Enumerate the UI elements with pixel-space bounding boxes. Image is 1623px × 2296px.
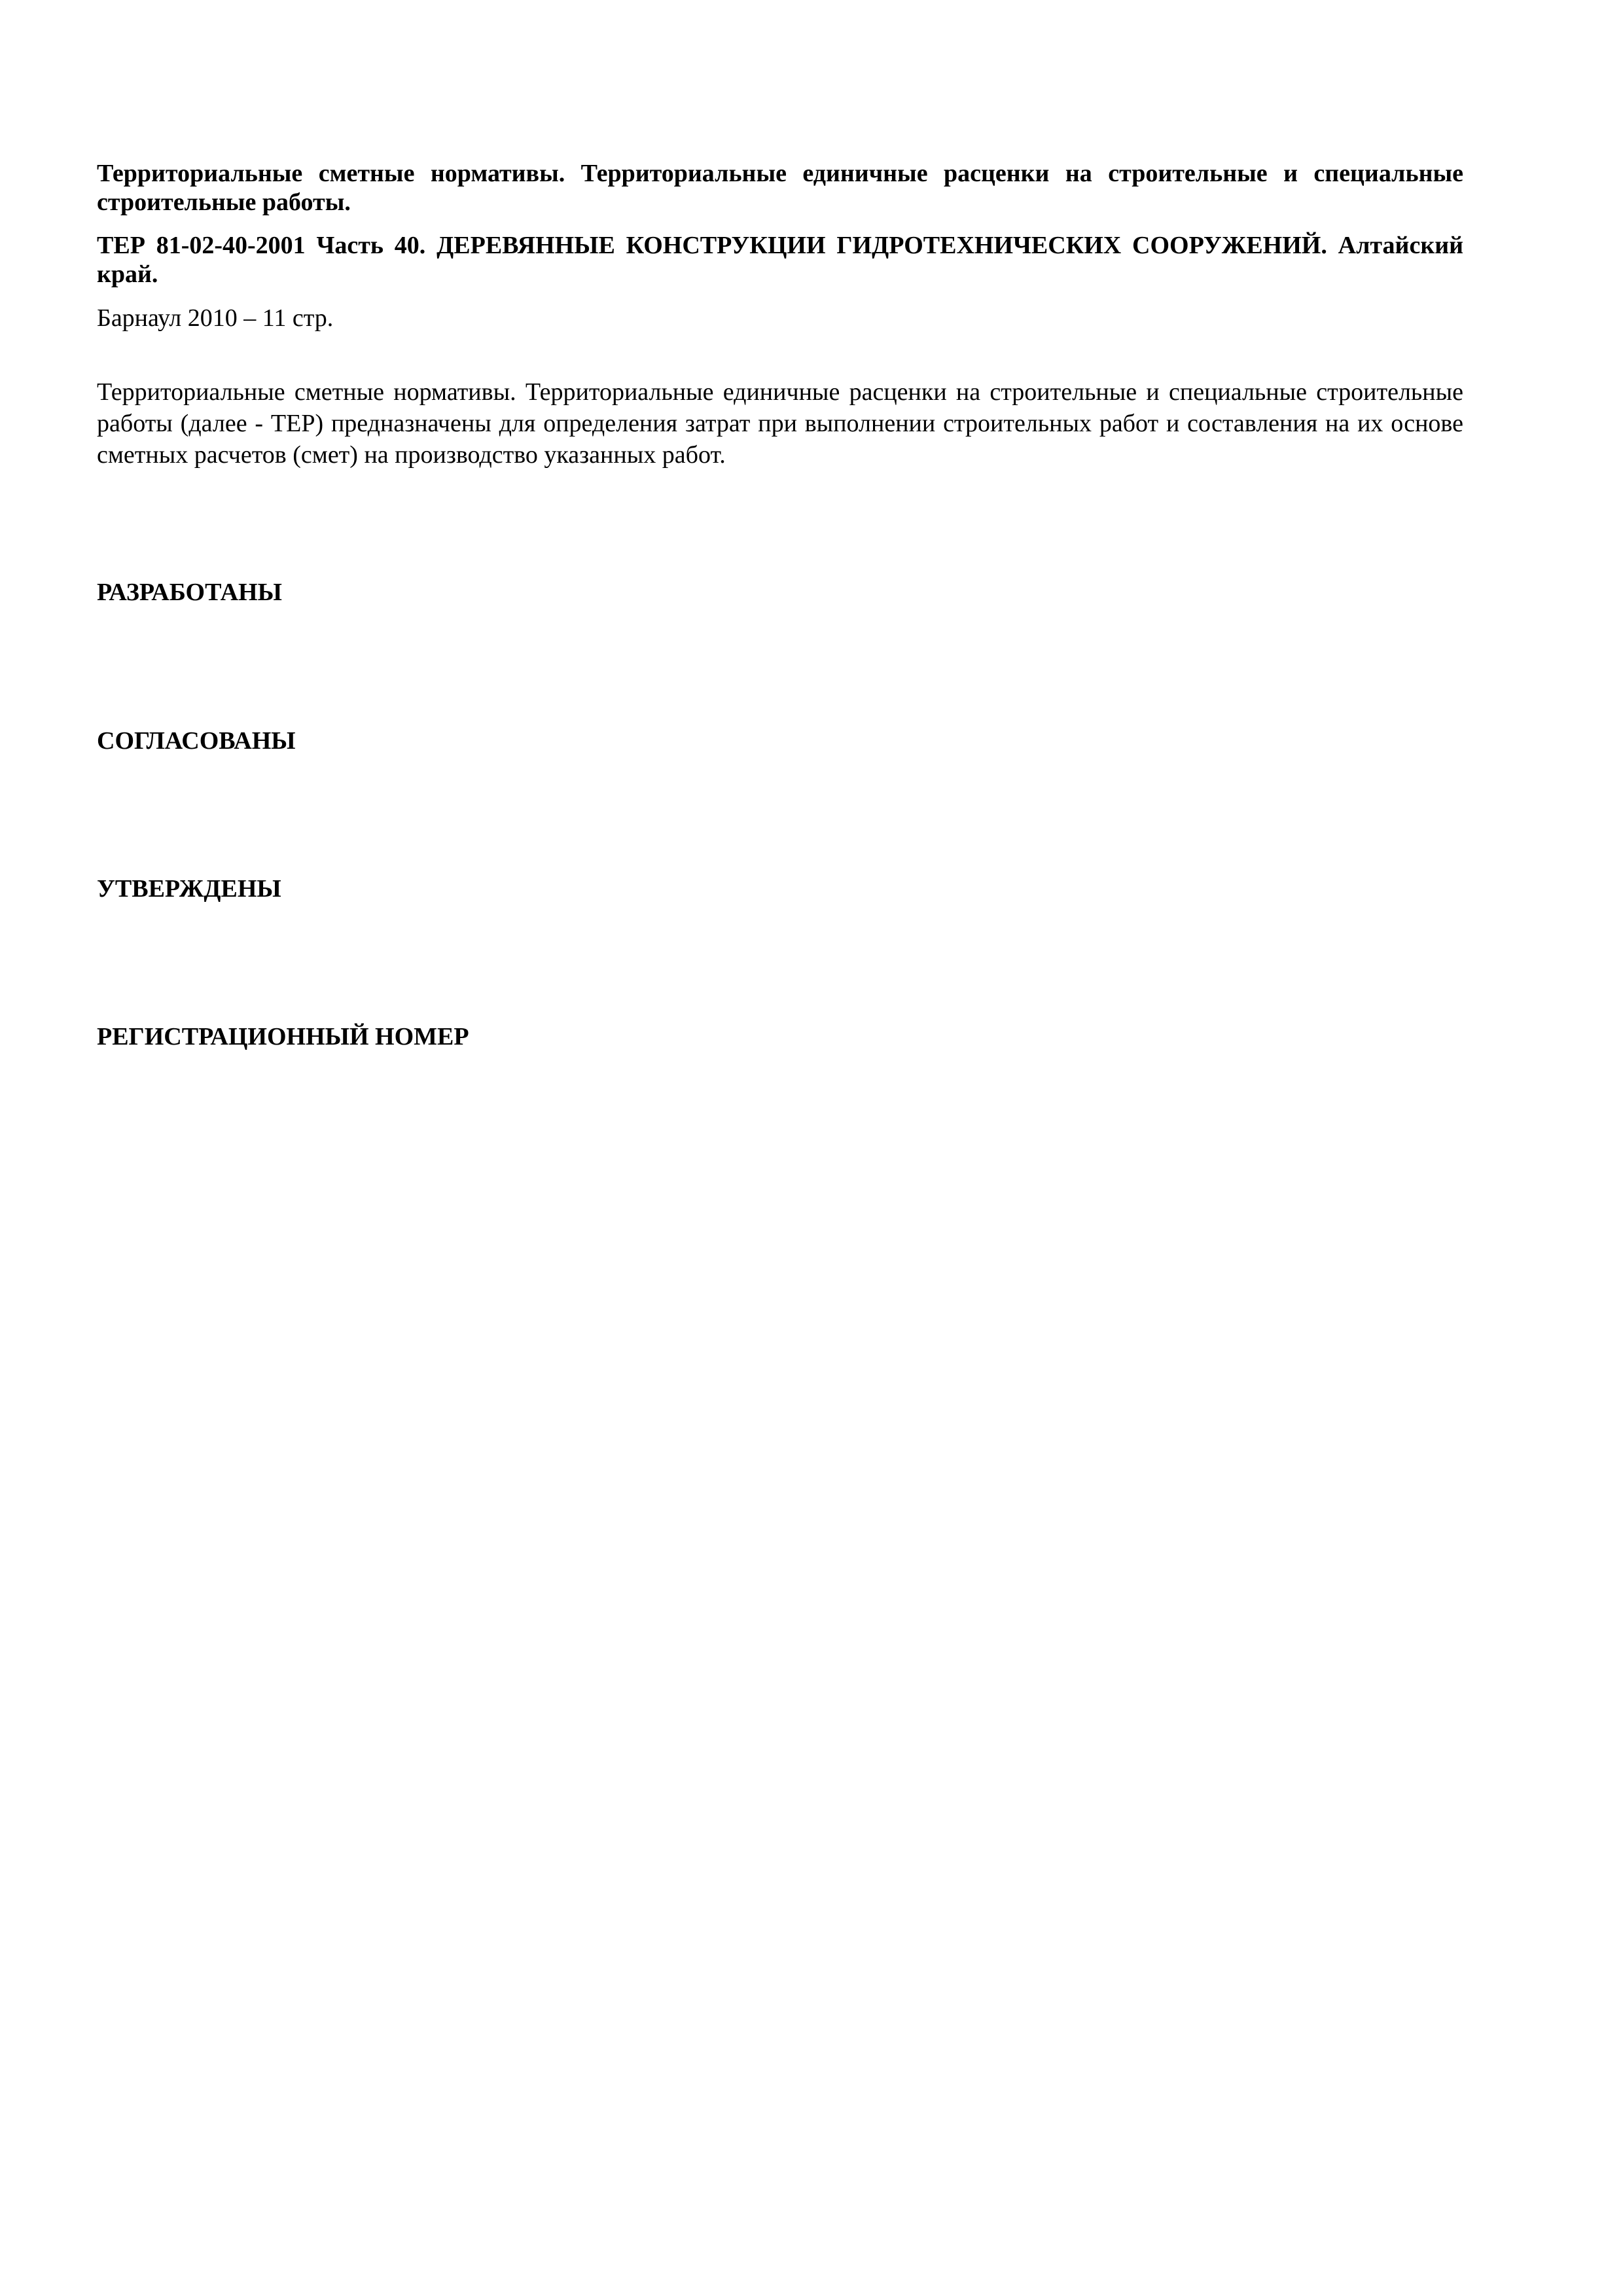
heading-developed: РАЗРАБОТАНЫ xyxy=(97,579,282,606)
heading-approved: УТВЕРЖДЕНЫ xyxy=(97,875,281,903)
publication-info: Барнаул 2010 – 11 стр. xyxy=(97,304,334,332)
document-abstract: Территориальные сметные нормативы. Территориальные единичные расценки на строительные и специальные строительные работы (далее - ТЕР) предназначены для определения затрат при выполнении строительных работ и составления на их основе сметных расчетов (смет) на производство указанных работ. xyxy=(97,378,1463,469)
document-code-title: ТЕР 81-02-40-2001 Часть 40. ДЕРЕВЯННЫЕ КОНСТРУКЦИИ ГИДРОТЕХНИЧЕСКИХ СООРУЖЕНИЙ. Алтайский край. xyxy=(97,232,1463,288)
heading-agreed: СОГЛАСОВАНЫ xyxy=(97,727,296,755)
document-title: Территориальные сметные нормативы. Территориальные единичные расценки на строительные и специальные строительные работы. xyxy=(97,160,1463,216)
heading-registration-number: РЕГИСТРАЦИОННЫЙ НОМЕР xyxy=(97,1023,469,1050)
